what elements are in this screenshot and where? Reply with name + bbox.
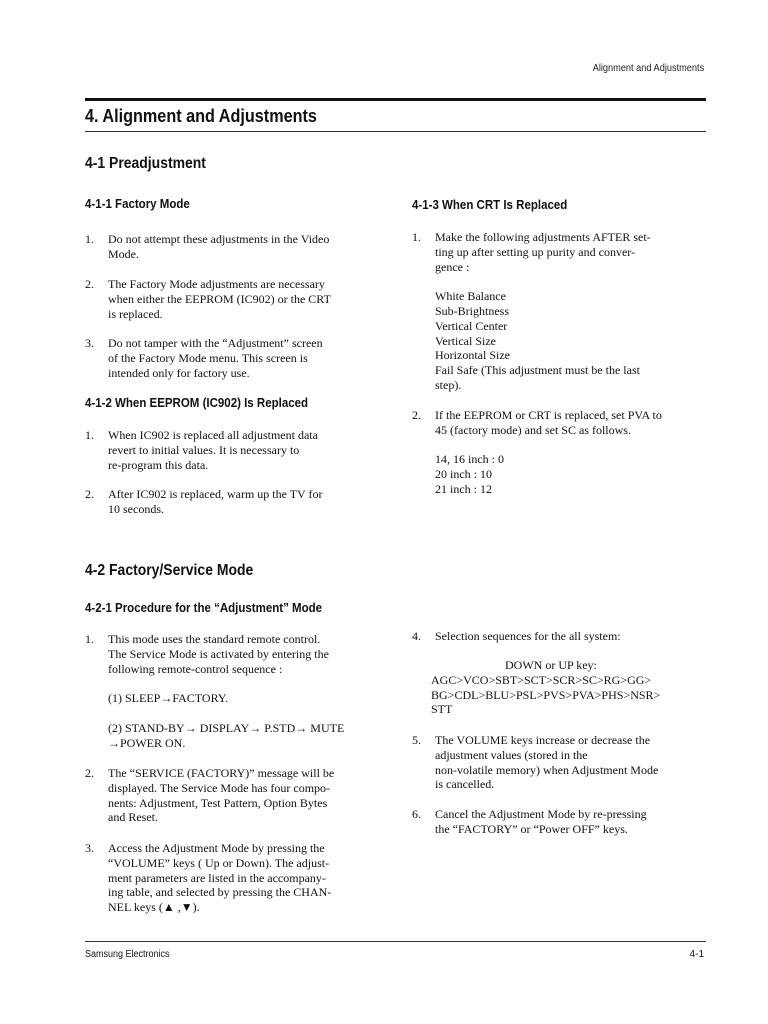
list-item-line: ting up after setting up purity and conver- xyxy=(435,244,636,259)
section-4-1-3-heading: 4-1-3 When CRT Is Replaced xyxy=(412,198,568,212)
list-item-line: nents: Adjustment, Test Pattern, Option Bytes xyxy=(108,795,328,810)
title-underline xyxy=(85,131,706,132)
list-item-text xyxy=(108,766,334,825)
section-4-1-1-heading: 4-1-1 Factory Mode xyxy=(85,197,190,211)
list-item-line: Sub-Brightness xyxy=(435,303,510,318)
list-number: 2. xyxy=(412,408,421,422)
list-number: 2. xyxy=(85,277,94,291)
list-item-line: After IC902 is replaced, warm up the TV for xyxy=(108,487,323,501)
list-item-line: Cancel the Adjustment Mode by re-pressing xyxy=(435,807,647,821)
footer-rule xyxy=(85,941,706,942)
list-item-line: intended only for factory use. xyxy=(108,365,250,380)
list-item-line: Do not tamper with the “Adjustment” screen xyxy=(108,336,323,350)
chapter-title: 4. Alignment and Adjustments xyxy=(85,106,317,126)
list-number: 5. xyxy=(412,733,421,747)
sequence-line: BG>CDL>BLU>PSL>PVS>PVA>PHS>NSR> xyxy=(431,687,661,702)
list-item-line: The “SERVICE (FACTORY)” message will be xyxy=(108,766,335,780)
list-item-line: non-volatile memory) when Adjustment Mode xyxy=(435,762,659,777)
sequence-line: STT xyxy=(431,702,453,717)
list-item-line: When IC902 is replaced all adjustment data xyxy=(108,428,318,442)
list-item-text xyxy=(108,841,331,915)
list-item-line: White Balance xyxy=(435,289,506,304)
list-item-line xyxy=(108,706,344,721)
list-item-line xyxy=(108,676,344,691)
list-item-line: →POWER ON. xyxy=(108,735,186,750)
selection-sequence xyxy=(431,658,711,717)
list-item-line: Fail Safe (This adjustment must be the last xyxy=(435,363,640,378)
list-item-line: 10 seconds. xyxy=(108,501,164,516)
list-item-line: (2) STAND-BY→ DISPLAY→ P.STD→ MUTE xyxy=(108,720,345,735)
sequence-line: AGC>VCO>SBT>SCT>SCR>SC>RG>GG> xyxy=(431,672,652,687)
list-item-line: 20 inch : 10 xyxy=(435,467,492,482)
list-item-text xyxy=(108,277,331,321)
list-item-text xyxy=(435,230,651,393)
footer-publisher: Samsung Electronics xyxy=(85,949,170,960)
sequence-key-line: DOWN or UP key: xyxy=(505,658,597,672)
running-header: Alignment and Adjustments xyxy=(592,63,704,74)
list-number: 2. xyxy=(85,766,94,780)
list-item-line: Vertical Size xyxy=(435,333,496,348)
list-item-line: Vertical Center xyxy=(435,318,508,333)
list-item-line xyxy=(435,274,651,289)
page-number: 4-1 xyxy=(689,949,704,960)
list-item-line: following remote-control sequence : xyxy=(108,661,283,676)
list-item-line: If the EEPROM or CRT is replaced, set PVA to xyxy=(435,408,662,422)
list-item-line: Selection sequences for the all system: xyxy=(435,629,621,643)
list-number: 1. xyxy=(85,232,94,246)
list-item-line: 21 inch : 12 xyxy=(435,481,492,496)
list-item-line: the “FACTORY” or “Power OFF” keys. xyxy=(435,821,628,836)
list-number: 1. xyxy=(412,230,421,244)
list-item-line xyxy=(435,438,662,453)
list-item-line: is replaced. xyxy=(108,306,163,321)
list-item-line: This mode uses the standard remote control. xyxy=(108,632,321,646)
section-4-1-heading: 4-1 Preadjustment xyxy=(85,155,206,172)
list-item-line: Make the following adjustments AFTER set- xyxy=(435,230,651,244)
list-item-line: revert to initial values. It is necessary to xyxy=(108,442,300,457)
list-number: 3. xyxy=(85,336,94,350)
list-item-line: of the Factory Mode menu. This screen is xyxy=(108,350,308,365)
section-4-2-1-heading: 4-2-1 Procedure for the “Adjustment” Mode xyxy=(85,601,323,615)
list-item-line: 45 (factory mode) and set SC as follows. xyxy=(435,422,631,437)
title-rule xyxy=(85,98,706,101)
list-item-text xyxy=(435,807,647,837)
list-item-line: 14, 16 inch : 0 xyxy=(435,452,504,467)
list-item-line: and Reset. xyxy=(108,810,158,825)
list-item-line: “VOLUME” keys ( Up or Down). The adjust- xyxy=(108,855,330,870)
list-item-line: The Service Mode is activated by entering the xyxy=(108,646,329,661)
list-item-text xyxy=(435,408,662,497)
list-item-line: NEL keys (▲ ,▼). xyxy=(108,900,200,915)
list-item-line: ment parameters are listed in the accompany- xyxy=(108,870,326,885)
list-item-text xyxy=(108,336,323,380)
list-item-text xyxy=(435,733,658,792)
list-number: 2. xyxy=(85,487,94,501)
list-item-line: (1) SLEEP→FACTORY. xyxy=(108,691,229,706)
section-4-2-heading: 4-2 Factory/Service Mode xyxy=(85,562,254,579)
list-item-text xyxy=(108,428,318,472)
list-item-line: re-program this data. xyxy=(108,457,209,472)
list-item-line: adjustment values (stored in the xyxy=(435,747,588,762)
section-4-1-2-heading: 4-1-2 When EEPROM (IC902) Is Replaced xyxy=(85,396,309,410)
list-item-line: ing table, and selected by pressing the CHAN- xyxy=(108,885,332,900)
list-item-text xyxy=(108,232,329,262)
list-item-text xyxy=(435,629,621,644)
list-item-line: is cancelled. xyxy=(435,777,495,792)
list-item-line: step). xyxy=(435,377,462,392)
list-item-line: Horizontal Size xyxy=(435,348,510,363)
list-item-line: gence : xyxy=(435,259,470,274)
list-item-line: Access the Adjustment Mode by pressing the xyxy=(108,841,325,855)
list-item-line: when either the EEPROM (IC902) or the CRT xyxy=(108,291,331,306)
list-number: 6. xyxy=(412,807,421,821)
list-item-line: The Factory Mode adjustments are necessary xyxy=(108,277,325,291)
list-item-text xyxy=(108,487,323,517)
list-number: 1. xyxy=(85,428,94,442)
list-item-text xyxy=(108,632,344,750)
list-item-line: Do not attempt these adjustments in the Video xyxy=(108,232,330,246)
list-item-line: The VOLUME keys increase or decrease the xyxy=(435,733,651,747)
list-number: 3. xyxy=(85,841,94,855)
list-item-line: Mode. xyxy=(108,246,139,261)
list-number: 1. xyxy=(85,632,94,646)
list-item-line: displayed. The Service Mode has four compo- xyxy=(108,780,331,795)
list-number: 4. xyxy=(412,629,421,643)
